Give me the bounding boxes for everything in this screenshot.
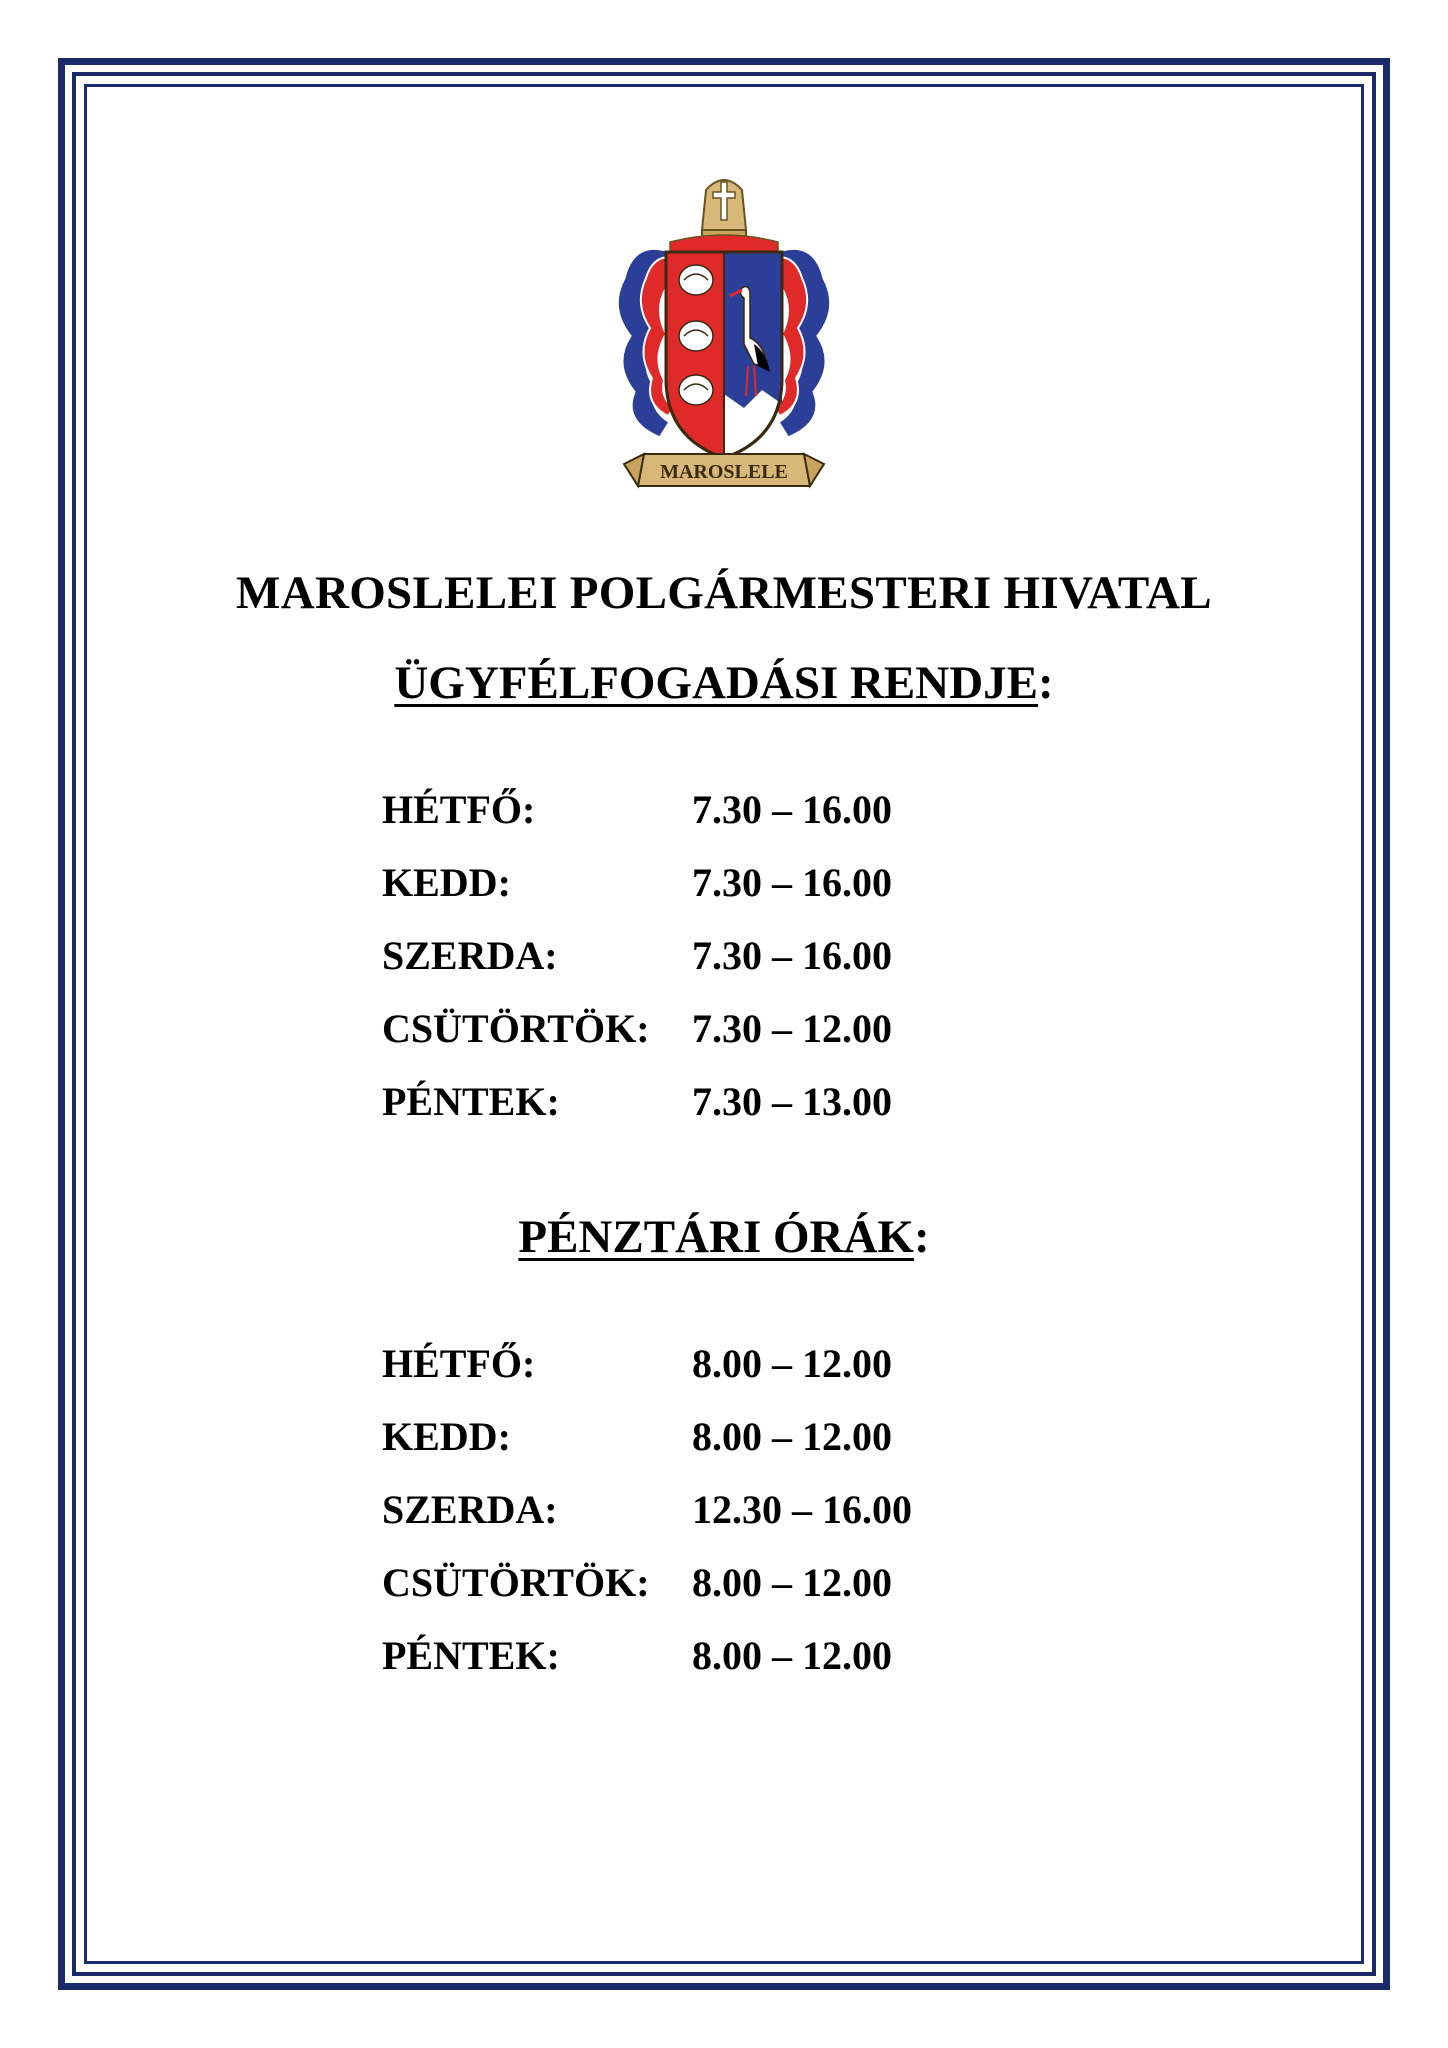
schedule-row [382,1413,1082,1486]
day-label: PÉNTEK: [382,1079,560,1124]
schedule-row [382,1559,1082,1632]
time-range: 8.00 – 12.00 [692,1414,892,1459]
time-range: 7.30 – 16.00 [692,787,892,832]
day-label: KEDD: [382,860,511,905]
crest-banner-text: MAROSLELE [660,461,788,483]
schedule-row [382,1078,1082,1151]
reception-title-colon: : [1038,657,1054,709]
cashier-title-text: PÉNZTÁRI ÓRÁK [518,1211,914,1263]
shells-icon [679,265,713,405]
day-label: SZERDA: [382,933,558,978]
time-range: 8.00 – 12.00 [692,1560,892,1605]
reception-title [0,656,1448,710]
day-label: PÉNTEK: [382,1633,560,1678]
cashier-hours-schedule [382,1340,1082,1705]
time-range: 7.30 – 16.00 [692,860,892,905]
cashier-title-colon: : [913,1211,930,1263]
coat-of-arms-emblem [604,168,844,500]
time-range: 8.00 – 12.00 [692,1633,892,1678]
time-range: 12.30 – 16.00 [692,1487,912,1532]
time-range: 7.30 – 12.00 [692,1006,892,1051]
cashier-title [0,1210,1448,1264]
day-label: CSÜTÖRTÖK: [382,1560,650,1605]
schedule-row [382,859,1082,932]
schedule-row [382,786,1082,859]
day-label: HÉTFŐ: [382,1341,536,1386]
schedule-row [382,1632,1082,1705]
time-range: 8.00 – 12.00 [692,1341,892,1386]
time-range: 7.30 – 16.00 [692,933,892,978]
schedule-row [382,1486,1082,1559]
day-label: HÉTFŐ: [382,787,536,832]
office-title: MAROSLELEI POLGÁRMESTERI HIVATAL [236,567,1212,619]
day-label: SZERDA: [382,1487,558,1532]
reception-title-text: ÜGYFÉLFOGADÁSI RENDJE [394,657,1039,709]
office-hours-schedule [382,786,1082,1151]
schedule-row [382,1005,1082,1078]
day-label: CSÜTÖRTÖK: [382,1006,650,1051]
day-label: KEDD: [382,1414,511,1459]
schedule-row [382,932,1082,1005]
schedule-row [382,1340,1082,1413]
time-range: 7.30 – 13.00 [692,1079,892,1124]
